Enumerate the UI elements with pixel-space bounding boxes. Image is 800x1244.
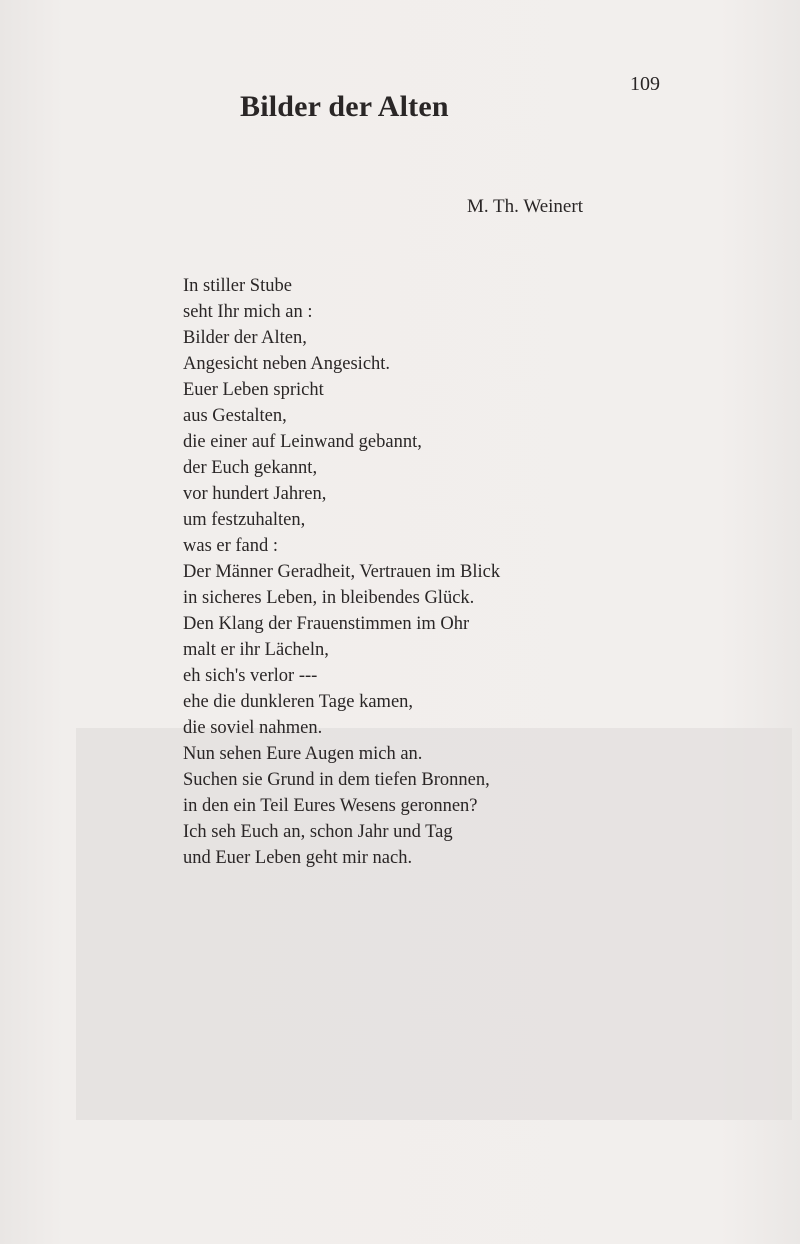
page-number: 109 xyxy=(630,73,660,95)
poem-line: Den Klang der Frauenstimmen im Ohr xyxy=(183,614,470,634)
poem-line: aus Gestalten, xyxy=(183,406,287,426)
poem-line: Bilder der Alten, xyxy=(183,328,307,348)
poem-line: seht Ihr mich an : xyxy=(183,302,313,322)
poem-line: die einer auf Leinwand gebannt, xyxy=(183,432,422,452)
poem-title: Bilder der Alten xyxy=(240,90,449,123)
poem-line: und Euer Leben geht mir nach. xyxy=(183,848,413,868)
poem-line: malt er ihr Lächeln, xyxy=(183,640,329,660)
poem-line: Ich seh Euch an, schon Jahr und Tag xyxy=(183,822,453,842)
poem-line: in den ein Teil Eures Wesens geronnen? xyxy=(183,796,478,816)
poem-line: Euer Leben spricht xyxy=(183,380,324,400)
poem-line: der Euch gekannt, xyxy=(183,458,318,478)
poem-line: Angesicht neben Angesicht. xyxy=(183,354,391,374)
poem-line: vor hundert Jahren, xyxy=(183,484,327,504)
poem-line: Der Männer Geradheit, Vertrauen im Blick xyxy=(183,562,501,582)
poem-line: Suchen sie Grund in dem tiefen Bronnen, xyxy=(183,770,490,790)
poem-line: in sicheres Leben, in bleibendes Glück. xyxy=(183,588,475,608)
poem-author: M. Th. Weinert xyxy=(467,196,583,217)
poem-line: eh sich's verlor --- xyxy=(183,666,318,686)
poem-line: um festzuhalten, xyxy=(183,510,306,530)
poem-line: ehe die dunkleren Tage kamen, xyxy=(183,692,414,712)
poem-line: Nun sehen Eure Augen mich an. xyxy=(183,744,423,764)
poem-body xyxy=(183,273,500,871)
poem-line: was er fand : xyxy=(183,536,279,556)
poem-line: die soviel nahmen. xyxy=(183,718,323,738)
poem-line: In stiller Stube xyxy=(183,276,292,296)
